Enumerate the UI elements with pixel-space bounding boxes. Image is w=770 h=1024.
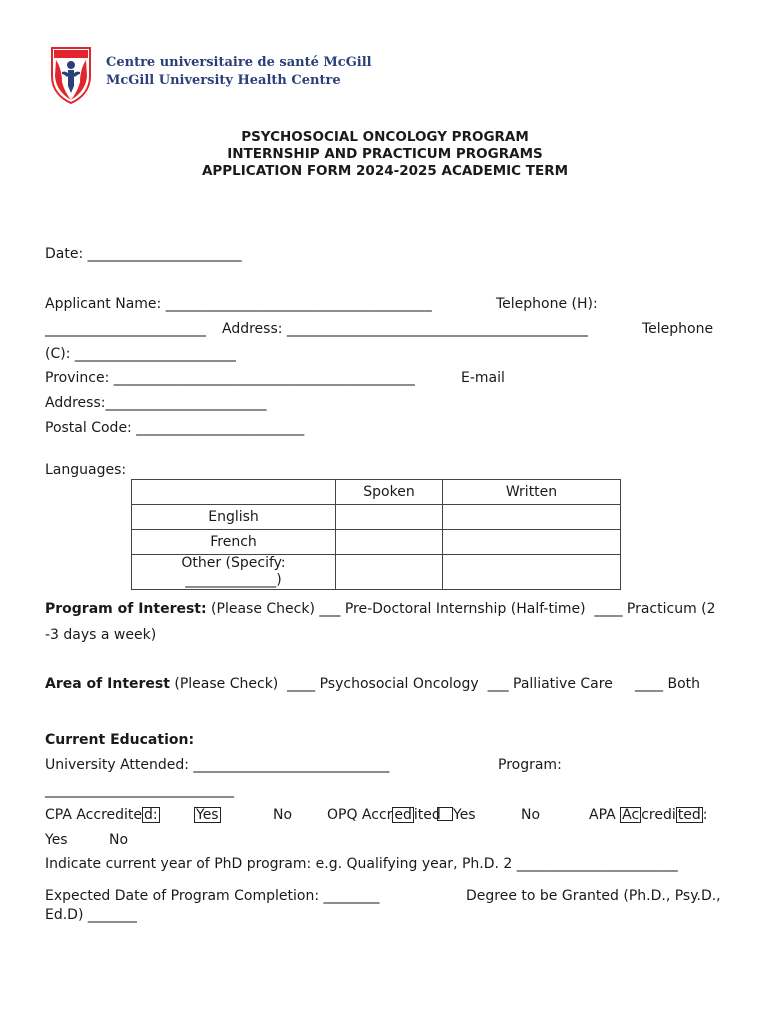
title-line-2: INTERNSHIP AND PRACTICUM PROGRAMS	[227, 146, 543, 162]
province-field[interactable]: Province: ___________________________________________	[45, 370, 415, 386]
languages-table	[131, 479, 621, 590]
current-education-heading: Current Education:	[45, 732, 195, 748]
date-field[interactable]: Date: ______________________	[45, 246, 242, 262]
applicant-name-field[interactable]: Applicant Name: ______________________________________	[45, 296, 432, 312]
opq-no-option[interactable]: No	[521, 807, 541, 823]
french-written-cell[interactable]	[443, 530, 621, 555]
email-label: E-mail	[461, 370, 505, 386]
program-of-interest[interactable]	[45, 601, 716, 617]
header-cell-written: Written	[443, 480, 621, 505]
area-of-interest[interactable]	[45, 676, 700, 692]
opq-yes-text: Yes	[453, 807, 476, 823]
cpa-text: CPA Accredite	[45, 807, 143, 823]
program-of-interest-label: Program of Interest:	[45, 601, 207, 617]
language-row-other	[132, 555, 621, 590]
telephone-cell-label: Telephone	[642, 321, 714, 337]
languages-header-row	[132, 480, 621, 505]
other-written-cell[interactable]	[443, 555, 621, 590]
area-of-interest-options[interactable]: (Please Check) ____ Psychosocial Oncology ___ Palliative Care ____ Both	[169, 676, 701, 692]
apa-text: APA	[589, 807, 621, 823]
apa-text-mid2: edi	[654, 807, 676, 823]
other-specify-line-2: _____________)	[185, 572, 282, 588]
apa-checkbox-1[interactable]: Ac	[622, 807, 640, 823]
phd-year-field[interactable]: Indicate current year of PhD program: e.g. Qualifying year, Ph.D. 2 _______________________	[45, 856, 678, 872]
header-cell-spoken: Spoken	[336, 480, 443, 505]
program-field[interactable]: ___________________________	[45, 782, 234, 798]
apa-text-mid: cr	[641, 807, 655, 823]
telephone-cell-field[interactable]: (C): _______________________	[45, 346, 236, 362]
degree-granted-label: Degree to be Granted (Ph.D., Psy.D.,	[466, 888, 721, 904]
french-spoken-cell[interactable]	[336, 530, 443, 555]
program-of-interest-continued: -3 days a week)	[45, 627, 157, 643]
english-spoken-cell[interactable]	[336, 505, 443, 530]
cpa-yes-checkbox[interactable]: Yes	[196, 807, 219, 823]
apa-no-option[interactable]: No	[109, 832, 129, 848]
cpa-yes-option[interactable]	[194, 807, 221, 823]
other-spoken-cell[interactable]	[336, 555, 443, 590]
mcgill-logo	[50, 46, 372, 104]
apa-text-end: :	[702, 807, 708, 823]
cpa-checkbox[interactable]: d:	[144, 807, 158, 823]
postal-code-field[interactable]: Postal Code: ________________________	[45, 420, 305, 436]
email-address-field[interactable]: Address:_______________________	[45, 395, 267, 411]
area-of-interest-label: Area of Interest	[45, 676, 170, 692]
opq-accredited-label	[327, 807, 441, 823]
opq-yes-checkbox[interactable]	[437, 807, 453, 821]
telephone-home-field[interactable]: _______________________	[45, 321, 206, 337]
opq-text: OPQ Accr	[327, 807, 393, 823]
language-row-english	[132, 505, 621, 530]
title-line-1: PSYCHOSOCIAL ONCOLOGY PROGRAM	[241, 129, 529, 145]
degree-granted-field[interactable]: Ed.D) _______	[45, 907, 137, 923]
header-cell-empty	[132, 480, 336, 505]
completion-date-field[interactable]: Expected Date of Program Completion: ________	[45, 888, 380, 904]
program-of-interest-options[interactable]: (Please Check) ___ Pre-Doctoral Internship (Half-time) ____ Practicum (2	[206, 601, 716, 617]
english-written-cell[interactable]	[443, 505, 621, 530]
language-name: French	[132, 530, 336, 555]
telephone-home-label: Telephone (H):	[496, 296, 598, 312]
address-field[interactable]: Address: ___________________________________________	[222, 321, 588, 337]
mcgill-shield-icon	[50, 46, 92, 104]
language-row-french	[132, 530, 621, 555]
apa-checkbox-2[interactable]: ted	[677, 807, 701, 823]
program-label: Program:	[498, 757, 562, 773]
opq-yes-option[interactable]	[437, 807, 476, 823]
logo-line-french: Centre universitaire de santé McGill	[106, 55, 372, 70]
title-line-3: APPLICATION FORM 2024-2025 ACADEMIC TERM	[201, 163, 569, 179]
language-name: English	[132, 505, 336, 530]
language-name-other[interactable]	[132, 555, 336, 590]
cpa-no-option[interactable]: No	[273, 807, 293, 823]
languages-label: Languages:	[45, 462, 127, 478]
opq-text-end: ited	[413, 807, 441, 823]
apa-accredited-label	[589, 807, 707, 823]
apa-yes-option[interactable]: Yes	[45, 832, 68, 848]
other-specify-line-1: Other (Specify:	[181, 555, 286, 571]
opq-checkbox[interactable]: ed	[394, 807, 412, 823]
logo-line-english: McGill University Health Centre	[106, 73, 341, 88]
cpa-accredited-label	[45, 807, 160, 823]
university-attended-field[interactable]: University Attended: ____________________________	[45, 757, 390, 773]
